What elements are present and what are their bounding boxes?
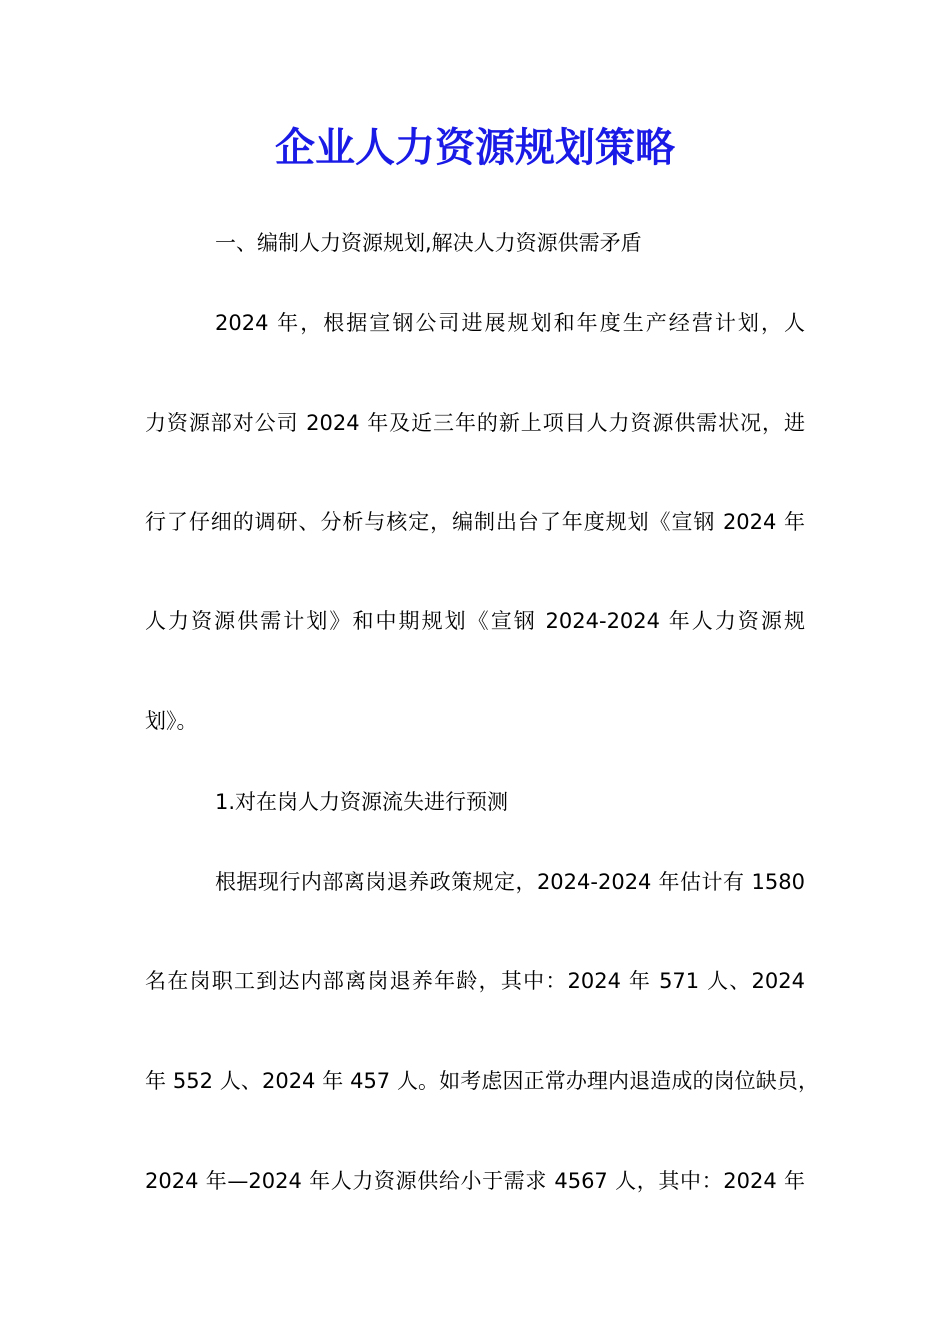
document-title: 企业人力资源规划策略 xyxy=(275,124,675,171)
paragraph-line: 名在岗职工到达内部离岗退养年龄，其中：2024 年 571 人、2024 xyxy=(145,969,805,993)
paragraph-line: 划》。 xyxy=(145,709,198,733)
paragraph-line: 2024 年—2024 年人力资源供给小于需求 4567 人，其中：2024 年 xyxy=(145,1169,805,1193)
paragraph-line: 根据现行内部离岗退养政策规定，2024-2024 年估计有 1580 xyxy=(215,870,805,894)
paragraph-line: 行了仔细的调研、分析与核定，编制出台了年度规划《宣钢 2024 年 xyxy=(145,510,805,534)
section-heading: 一、编制人力资源规划,解决人力资源供需矛盾 xyxy=(215,231,642,255)
subsection-heading: 1.对在岗人力资源流失进行预测 xyxy=(215,790,509,814)
paragraph-line: 力资源部对公司 2024 年及近三年的新上项目人力资源供需状况，进 xyxy=(145,411,805,435)
paragraph-line: 2024 年，根据宣钢公司进展规划和年度生产经营计划，人 xyxy=(215,311,805,335)
paragraph-line: 人力资源供需计划》和中期规划《宣钢 2024-2024 年人力资源规 xyxy=(145,609,805,633)
paragraph-line: 年 552 人、2024 年 457 人。如考虑因正常办理内退造成的岗位缺员， xyxy=(145,1069,819,1093)
